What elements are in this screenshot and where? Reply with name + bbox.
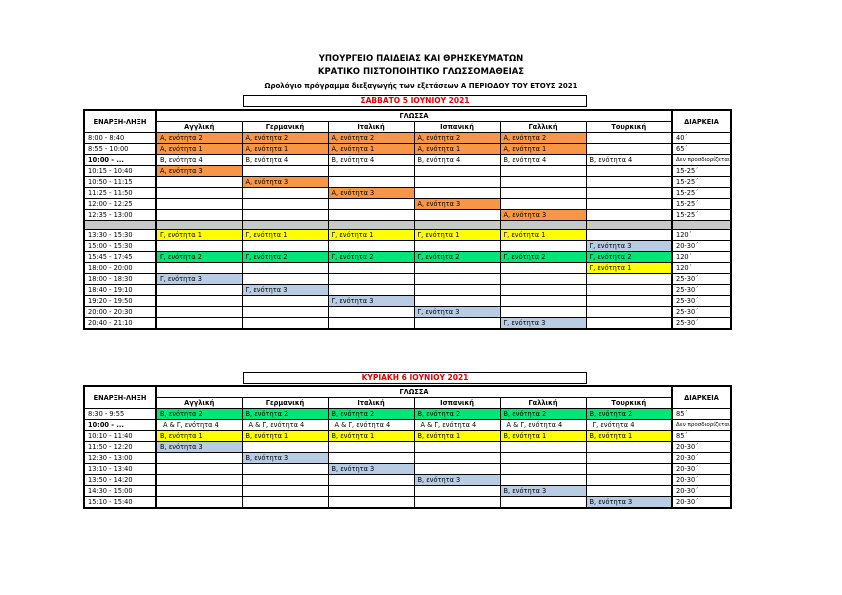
exam-cell xyxy=(242,166,328,177)
exam-cell xyxy=(414,442,500,453)
exam-cell: Β, ενότητα 1 xyxy=(414,431,500,442)
exam-cell xyxy=(500,199,586,210)
break-row xyxy=(84,221,731,230)
exam-cell: Β, ενότητα 3 xyxy=(586,497,672,509)
schedule-row xyxy=(84,486,731,497)
exam-cell: Β, ενότητα 2 xyxy=(156,409,242,420)
exam-cell: Β, ενότητα 4 xyxy=(328,155,414,166)
time-slot: 10:10 - 11:40 xyxy=(84,431,156,442)
schedule-row xyxy=(84,285,731,296)
schedule-row xyxy=(84,453,731,464)
duration-cell: 25-30΄ xyxy=(672,285,731,296)
exam-cell xyxy=(586,199,672,210)
exam-cell: Α, ενότητα 2 xyxy=(156,133,242,144)
exam-cell: Γ, ενότητα 2 xyxy=(414,252,500,263)
schedule-row xyxy=(84,296,731,307)
duration-cell: 25-30΄ xyxy=(672,307,731,318)
exam-cell: Γ, ενότητα 2 xyxy=(586,252,672,263)
language-header: Ισπανική xyxy=(414,398,500,409)
exam-cell xyxy=(156,464,242,475)
exam-cell xyxy=(586,144,672,155)
exam-cell: Β, ενότητα 4 xyxy=(414,155,500,166)
exam-cell xyxy=(242,188,328,199)
exam-cell: Α, ενότητα 2 xyxy=(414,133,500,144)
exam-cell xyxy=(586,307,672,318)
exam-cell xyxy=(328,442,414,453)
exam-cell xyxy=(586,475,672,486)
exam-cell xyxy=(414,166,500,177)
schedule-row xyxy=(84,274,731,285)
language-header: Ισπανική xyxy=(414,122,500,133)
exam-cell xyxy=(500,263,586,274)
exam-cell xyxy=(242,241,328,252)
exam-cell xyxy=(414,486,500,497)
time-slot: 18:40 - 19:10 xyxy=(84,285,156,296)
time-slot: 10:00 - ... xyxy=(84,420,156,431)
exam-cell: Α & Γ, ενότητα 4 xyxy=(156,420,242,431)
break-cell xyxy=(414,221,500,230)
exam-cell: Α, ενότητα 2 xyxy=(328,133,414,144)
exam-cell xyxy=(500,442,586,453)
exam-cell: Γ, ενότητα 1 xyxy=(242,230,328,241)
exam-cell xyxy=(414,464,500,475)
exam-cell xyxy=(156,177,242,188)
exam-cell xyxy=(500,166,586,177)
language-column-header: ΓΛΩΣΣΑ xyxy=(156,386,672,398)
schedule-row xyxy=(84,188,731,199)
exam-cell xyxy=(242,199,328,210)
duration-column-header: ΔΙΑΡΚΕΙΑ xyxy=(672,110,731,133)
schedule-row xyxy=(84,307,731,318)
exam-cell xyxy=(414,296,500,307)
exam-cell xyxy=(586,177,672,188)
exam-cell xyxy=(328,166,414,177)
time-slot: 11:25 - 11:50 xyxy=(84,188,156,199)
duration-cell: 15-25΄ xyxy=(672,166,731,177)
schedule-row xyxy=(84,230,731,241)
duration-cell: Δεν προσδιορίζεται xyxy=(672,155,731,166)
exam-cell: Β, ενότητα 4 xyxy=(586,155,672,166)
time-slot: 15:00 - 15:30 xyxy=(84,241,156,252)
exam-cell xyxy=(242,318,328,330)
schedule-row xyxy=(84,241,731,252)
schedule-row xyxy=(84,442,731,453)
exam-cell xyxy=(328,177,414,188)
exam-cell: Γ, ενότητα 1 xyxy=(586,263,672,274)
language-header: Τουρκική xyxy=(586,398,672,409)
language-header: Γερμανική xyxy=(242,398,328,409)
break-cell xyxy=(500,221,586,230)
exam-cell: Γ, ενότητα 4 xyxy=(586,420,672,431)
exam-cell: Α, ενότητα 3 xyxy=(328,188,414,199)
exam-cell xyxy=(414,318,500,330)
duration-cell: 25-30΄ xyxy=(672,296,731,307)
schedule-table-saturday xyxy=(83,109,732,330)
exam-cell: Α & Γ, ενότητα 4 xyxy=(242,420,328,431)
duration-cell: Δεν προσδιορίζεται xyxy=(672,420,731,431)
time-slot: 10:50 - 11:15 xyxy=(84,177,156,188)
exam-cell xyxy=(500,296,586,307)
time-slot: 20:00 - 20:30 xyxy=(84,307,156,318)
time-slot: 15:45 - 17:45 xyxy=(84,252,156,263)
day-title-sunday: ΚΥΡΙΑΚΗ 6 ΙΟΥΝΙΟΥ 2021 xyxy=(243,372,587,384)
exam-cell: Β, ενότητα 2 xyxy=(586,409,672,420)
language-header: Γαλλική xyxy=(500,122,586,133)
duration-cell: 20-30΄ xyxy=(672,497,731,509)
exam-cell xyxy=(414,210,500,221)
exam-cell xyxy=(414,188,500,199)
exam-cell xyxy=(414,263,500,274)
time-slot: 15:10 - 15:40 xyxy=(84,497,156,509)
schedule-row xyxy=(84,431,731,442)
schedule-subtitle: Ωρολόγιο πρόγραμμα διεξαγωγής των εξετάσεων Α ΠΕΡΙΟΔΟΥ ΤΟΥ ΕΤΟΥΣ 2021 xyxy=(264,82,578,90)
exam-cell xyxy=(156,475,242,486)
exam-cell: Γ, ενότητα 2 xyxy=(242,252,328,263)
exam-cell xyxy=(156,285,242,296)
exam-cell xyxy=(586,442,672,453)
duration-cell: 120΄ xyxy=(672,263,731,274)
language-column-header: ΓΛΩΣΣΑ xyxy=(156,110,672,122)
language-header: Αγγλική xyxy=(156,398,242,409)
exam-cell xyxy=(586,464,672,475)
schedule-row xyxy=(84,409,731,420)
time-slot: 10:00 - ... xyxy=(84,155,156,166)
exam-cell xyxy=(156,307,242,318)
duration-cell: 65΄ xyxy=(672,144,731,155)
exam-cell: Α, ενότητα 1 xyxy=(156,144,242,155)
exam-cell xyxy=(500,274,586,285)
exam-cell: Β, ενότητα 4 xyxy=(500,155,586,166)
exam-cell xyxy=(586,230,672,241)
exam-cell: Γ, ενότητα 3 xyxy=(156,274,242,285)
time-slot: 20:40 - 21:10 xyxy=(84,318,156,330)
time-slot: 8:30 - 9:55 xyxy=(84,409,156,420)
exam-cell xyxy=(414,274,500,285)
schedule-row xyxy=(84,133,731,144)
schedule-row xyxy=(84,177,731,188)
exam-cell xyxy=(500,464,586,475)
schedule-row xyxy=(84,199,731,210)
exam-cell xyxy=(586,210,672,221)
exam-cell xyxy=(156,453,242,464)
language-header: Γαλλική xyxy=(500,398,586,409)
exam-cell xyxy=(156,318,242,330)
exam-cell xyxy=(242,464,328,475)
exam-cell xyxy=(242,263,328,274)
exam-cell: Β, ενότητα 1 xyxy=(156,431,242,442)
exam-cell: Α, ενότητα 1 xyxy=(242,144,328,155)
language-header: Αγγλική xyxy=(156,122,242,133)
exam-cell xyxy=(156,497,242,509)
header-row xyxy=(84,386,731,398)
exam-cell: Α & Γ, ενότητα 4 xyxy=(328,420,414,431)
exam-cell xyxy=(328,241,414,252)
duration-cell: 15-25΄ xyxy=(672,177,731,188)
break-cell xyxy=(672,221,731,230)
exam-cell xyxy=(500,285,586,296)
time-slot: 8:55 - 10:00 xyxy=(84,144,156,155)
exam-cell: Β, ενότητα 2 xyxy=(328,409,414,420)
exam-cell xyxy=(328,453,414,464)
exam-cell xyxy=(328,486,414,497)
duration-column-header: ΔΙΑΡΚΕΙΑ xyxy=(672,386,731,409)
exam-cell: Β, ενότητα 3 xyxy=(242,453,328,464)
exam-cell xyxy=(328,210,414,221)
exam-cell: Γ, ενότητα 1 xyxy=(156,230,242,241)
exam-cell: Α, ενότητα 2 xyxy=(242,133,328,144)
exam-cell: Α, ενότητα 3 xyxy=(156,166,242,177)
exam-cell xyxy=(328,274,414,285)
exam-cell: Β, ενότητα 3 xyxy=(414,475,500,486)
exam-cell: Γ, ενότητα 3 xyxy=(414,307,500,318)
exam-cell: Α, ενότητα 3 xyxy=(414,199,500,210)
schedule-row xyxy=(84,252,731,263)
duration-cell: 20-30΄ xyxy=(672,464,731,475)
exam-cell: Γ, ενότητα 2 xyxy=(328,252,414,263)
time-slot: 13:10 - 13:40 xyxy=(84,464,156,475)
schedule-table-sunday xyxy=(83,385,732,509)
exam-cell xyxy=(242,296,328,307)
exam-cell: Α, ενότητα 2 xyxy=(500,133,586,144)
break-cell xyxy=(84,221,156,230)
schedule-row xyxy=(84,166,731,177)
duration-cell: 120΄ xyxy=(672,252,731,263)
time-slot: 18:00 - 20:00 xyxy=(84,263,156,274)
exam-cell xyxy=(242,486,328,497)
exam-cell: Β, ενότητα 4 xyxy=(156,155,242,166)
exam-cell: Α, ενότητα 1 xyxy=(414,144,500,155)
exam-cell xyxy=(586,453,672,464)
exam-cell: Β, ενότητα 4 xyxy=(242,155,328,166)
time-slot: 8:00 - 8:40 xyxy=(84,133,156,144)
exam-cell xyxy=(500,177,586,188)
exam-cell xyxy=(586,188,672,199)
exam-cell: Β, ενότητα 2 xyxy=(500,409,586,420)
exam-cell xyxy=(500,241,586,252)
exam-cell: Β, ενότητα 3 xyxy=(156,442,242,453)
exam-cell: Γ, ενότητα 3 xyxy=(328,296,414,307)
schedule-row xyxy=(84,144,731,155)
time-slot: 19:20 - 19:50 xyxy=(84,296,156,307)
exam-cell: Α, ενότητα 1 xyxy=(328,144,414,155)
exam-cell: Β, ενότητα 1 xyxy=(328,431,414,442)
duration-cell: 120΄ xyxy=(672,230,731,241)
language-header: Τουρκική xyxy=(586,122,672,133)
duration-cell: 40΄ xyxy=(672,133,731,144)
exam-cell: Γ, ενότητα 2 xyxy=(500,252,586,263)
schedule-row xyxy=(84,475,731,486)
exam-cell xyxy=(156,263,242,274)
time-slot: 12:30 - 13:00 xyxy=(84,453,156,464)
language-header-row xyxy=(84,398,731,409)
exam-cell xyxy=(156,199,242,210)
exam-cell xyxy=(328,318,414,330)
time-column-header: ΕΝΑΡΞΗ-ΛΗΞΗ xyxy=(84,110,156,133)
exam-cell xyxy=(586,296,672,307)
exam-cell xyxy=(500,307,586,318)
time-slot: 18:00 - 18:30 xyxy=(84,274,156,285)
exam-cell xyxy=(242,274,328,285)
duration-cell: 20-30΄ xyxy=(672,241,731,252)
duration-cell: 15-25΄ xyxy=(672,210,731,221)
exam-cell xyxy=(156,210,242,221)
exam-cell xyxy=(586,274,672,285)
exam-cell xyxy=(242,497,328,509)
exam-cell xyxy=(242,307,328,318)
break-cell xyxy=(586,221,672,230)
exam-cell xyxy=(500,475,586,486)
language-header-row xyxy=(84,122,731,133)
exam-cell xyxy=(328,199,414,210)
exam-cell: Β, ενότητα 1 xyxy=(500,431,586,442)
exam-cell xyxy=(586,318,672,330)
exam-cell: Β, ενότητα 3 xyxy=(328,464,414,475)
duration-cell: 15-25΄ xyxy=(672,199,731,210)
exam-cell xyxy=(586,133,672,144)
exam-cell: Γ, ενότητα 3 xyxy=(242,285,328,296)
language-header: Ιταλική xyxy=(328,122,414,133)
exam-cell: Α & Γ, ενότητα 4 xyxy=(500,420,586,431)
duration-cell: 20-30΄ xyxy=(672,475,731,486)
time-slot: 13:50 - 14:20 xyxy=(84,475,156,486)
exam-cell xyxy=(586,166,672,177)
exam-cell xyxy=(156,296,242,307)
exam-cell xyxy=(414,177,500,188)
schedule-row xyxy=(84,210,731,221)
exam-cell: Γ, ενότητα 1 xyxy=(414,230,500,241)
schedule-row xyxy=(84,155,731,166)
duration-cell: 85΄ xyxy=(672,409,731,420)
exam-cell xyxy=(586,486,672,497)
exam-cell: Β, ενότητα 2 xyxy=(242,409,328,420)
time-column-header: ΕΝΑΡΞΗ-ΛΗΞΗ xyxy=(84,386,156,409)
time-slot: 14:30 - 15:00 xyxy=(84,486,156,497)
exam-cell xyxy=(414,285,500,296)
exam-cell xyxy=(414,453,500,464)
duration-cell: 25-30΄ xyxy=(672,274,731,285)
exam-cell xyxy=(328,475,414,486)
header-row xyxy=(84,110,731,122)
exam-cell xyxy=(328,307,414,318)
schedule-row xyxy=(84,464,731,475)
exam-cell xyxy=(242,442,328,453)
time-slot: 13:30 - 15:30 xyxy=(84,230,156,241)
duration-cell: 15-25΄ xyxy=(672,188,731,199)
duration-cell: 20-30΄ xyxy=(672,486,731,497)
exam-cell xyxy=(328,263,414,274)
time-slot: 12:35 - 13:00 xyxy=(84,210,156,221)
day-title-saturday: ΣΑΒΒΑΤΟ 5 ΙΟΥΝΙΟΥ 2021 xyxy=(243,95,587,107)
exam-cell xyxy=(500,497,586,509)
exam-cell xyxy=(500,188,586,199)
exam-cell: Γ, ενότητα 3 xyxy=(586,241,672,252)
exam-cell xyxy=(414,497,500,509)
exam-cell xyxy=(242,210,328,221)
exam-cell xyxy=(156,241,242,252)
schedule-row xyxy=(84,420,731,431)
exam-cell: Α, ενότητα 3 xyxy=(242,177,328,188)
duration-cell: 20-30΄ xyxy=(672,453,731,464)
duration-cell: 25-30΄ xyxy=(672,318,731,330)
language-header: Ιταλική xyxy=(328,398,414,409)
certificate-title: ΚΡΑΤΙΚΟ ΠΙΣΤΟΠΟΙΗΤΙΚΟ ΓΛΩΣΣΟΜΑΘΕΙΑΣ xyxy=(317,67,525,77)
exam-cell xyxy=(500,453,586,464)
exam-cell xyxy=(156,188,242,199)
time-slot: 11:50 - 12:20 xyxy=(84,442,156,453)
exam-cell xyxy=(586,285,672,296)
exam-cell xyxy=(242,475,328,486)
exam-cell xyxy=(328,285,414,296)
duration-cell: 85΄ xyxy=(672,431,731,442)
exam-cell: Β, ενότητα 2 xyxy=(414,409,500,420)
exam-cell: Γ, ενότητα 1 xyxy=(328,230,414,241)
exam-cell: Β, ενότητα 1 xyxy=(242,431,328,442)
ministry-title: ΥΠΟΥΡΓΕΙΟ ΠΑΙΔΕΙΑΣ ΚΑΙ ΘΡΗΣΚΕΥΜΑΤΩΝ xyxy=(318,54,524,64)
break-cell xyxy=(328,221,414,230)
exam-cell: Γ, ενότητα 2 xyxy=(156,252,242,263)
schedule-row xyxy=(84,263,731,274)
exam-cell: Α, ενότητα 3 xyxy=(500,210,586,221)
exam-cell xyxy=(328,497,414,509)
time-slot: 12:00 - 12:25 xyxy=(84,199,156,210)
exam-cell: Α, ενότητα 1 xyxy=(500,144,586,155)
duration-cell: 20-30΄ xyxy=(672,442,731,453)
break-cell xyxy=(156,221,242,230)
schedule-row xyxy=(84,497,731,509)
exam-cell: Β, ενότητα 3 xyxy=(500,486,586,497)
time-slot: 10:15 - 10:40 xyxy=(84,166,156,177)
exam-cell: Β, ενότητα 1 xyxy=(586,431,672,442)
language-header: Γερμανική xyxy=(242,122,328,133)
exam-cell xyxy=(156,486,242,497)
exam-cell: Γ, ενότητα 1 xyxy=(500,230,586,241)
exam-cell: Γ, ενότητα 3 xyxy=(500,318,586,330)
exam-cell: Α & Γ, ενότητα 4 xyxy=(414,420,500,431)
break-cell xyxy=(242,221,328,230)
exam-cell xyxy=(414,241,500,252)
schedule-row xyxy=(84,318,731,330)
